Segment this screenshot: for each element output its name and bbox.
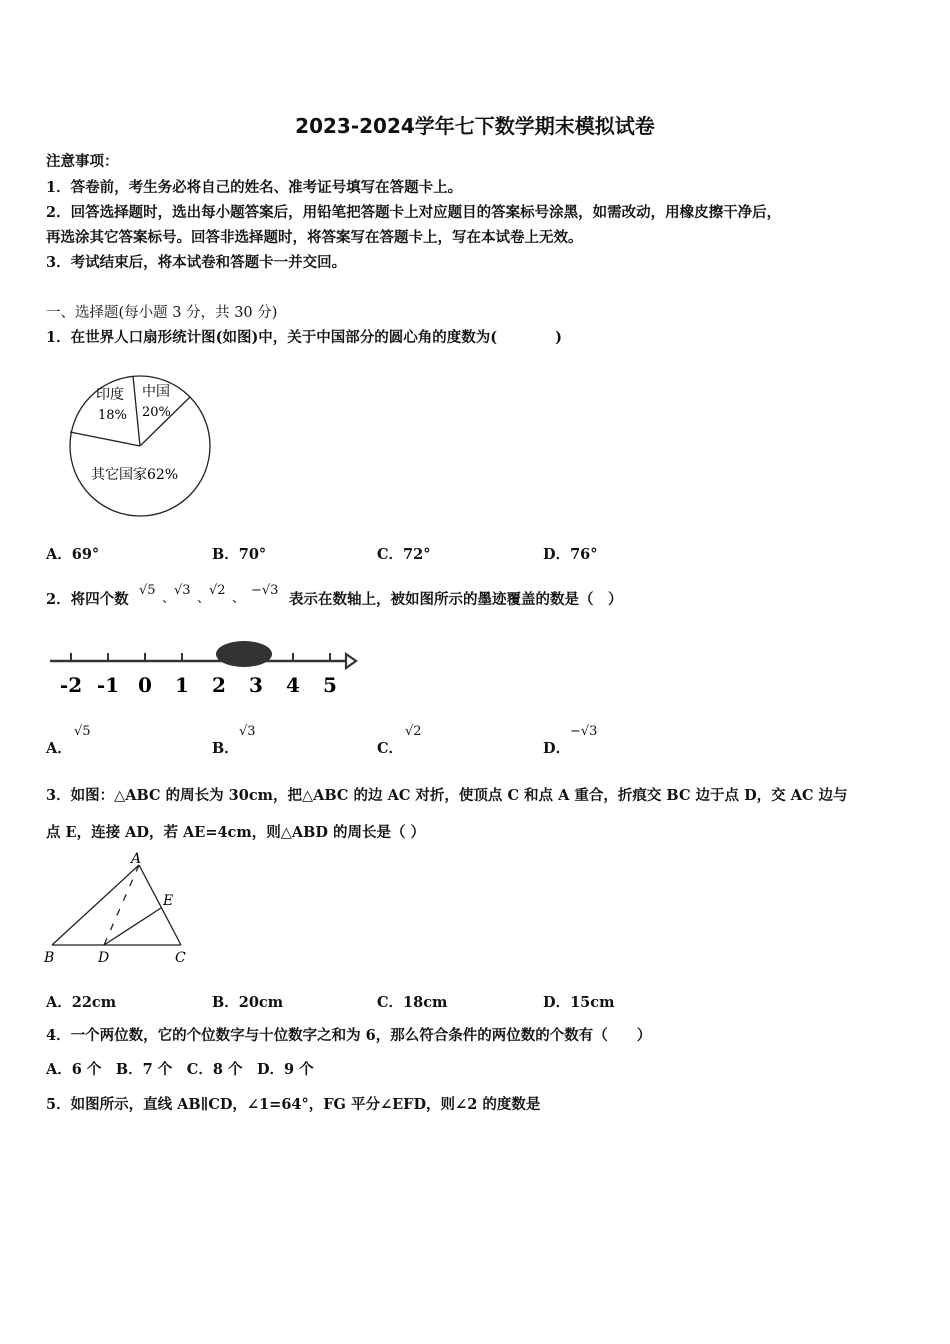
- notice-heading: 注意事项：: [46, 153, 119, 170]
- q1-option-c: C．72°: [377, 546, 431, 563]
- question-2-stem-post: 表示在数轴上，被如图所示的墨迹覆盖的数是（ ）: [289, 591, 623, 608]
- pie-divider-india-others: [70, 432, 140, 446]
- notice-item: 3．考试结束后，将本试卷和答题卡一并交回。: [46, 254, 347, 271]
- pie-value-china: 20%: [142, 405, 171, 420]
- point-label-d: D: [98, 950, 110, 966]
- pie-divider-china-india: [133, 376, 140, 446]
- q2-option-a-value: √5: [74, 724, 91, 739]
- number-line: [46, 636, 362, 698]
- question-3-stem-line2: 点 E，连接 AD，若 AE=4cm，则△ABD 的周长是（ ）: [46, 824, 426, 841]
- q2-option-c-letter: C．: [377, 740, 404, 757]
- tick-label: 5: [323, 673, 337, 697]
- tick-label: -2: [59, 673, 83, 697]
- pie-label-china: 中国: [142, 384, 170, 400]
- question-5-stem: 5．如图所示，直线 AB∥CD，∠1=64°，FG 平分∠EFD，则∠2 的度数是: [46, 1096, 541, 1113]
- triangle-figure: [42, 848, 192, 972]
- q3-option-b: B．20cm: [212, 994, 284, 1011]
- point-label-e: E: [163, 893, 174, 909]
- q1-option-d: D．76°: [543, 546, 598, 563]
- pie-value-india: 18%: [98, 408, 127, 423]
- tick-label: 0: [138, 673, 152, 697]
- q2-option-b-letter: B．: [212, 740, 239, 757]
- q2-separator: 、: [232, 591, 246, 606]
- question-4-stem: 4．一个两位数，它的个位数字与十位数字之和为 6，那么符合条件的两位数的个数有（ ）: [46, 1027, 652, 1044]
- notice-item: 再选涂其它答案标号。回答非选择题时，将答案写在答题卡上，写在本试卷上无效。: [46, 229, 583, 246]
- q2-option-c-value: √2: [405, 724, 422, 739]
- question-1-stem: 1．在世界人口扇形统计图(如图)中，关于中国部分的圆心角的度数为( ): [46, 329, 563, 346]
- segment-ac: [139, 865, 181, 945]
- q2-option-a-letter: A．: [46, 740, 72, 757]
- tick-label: 4: [286, 673, 300, 697]
- tick-label: -1: [96, 673, 120, 697]
- q4-options: A．6 个 B．7 个 C．8 个 D．9 个: [46, 1061, 314, 1078]
- number-line-arrow: [346, 654, 356, 668]
- section-heading: 一、选择题(每小题 3 分，共 30 分): [46, 305, 278, 321]
- q2-number-sqrt2: √2: [209, 583, 226, 598]
- vertex-label-b: B: [44, 950, 55, 966]
- q2-option-d-letter: D．: [543, 740, 571, 757]
- notice-item: 1．答卷前，考生务必将自己的姓名、准考证号填写在答题卡上。: [46, 179, 463, 196]
- q2-option-d-value: −√3: [570, 724, 598, 739]
- vertex-label-a: A: [131, 851, 142, 867]
- q3-option-a: A．22cm: [46, 994, 117, 1011]
- q2-number-sqrt3: √3: [174, 583, 191, 598]
- q2-number-sqrt5: √5: [139, 583, 156, 598]
- q3-option-c: C．18cm: [377, 994, 448, 1011]
- ink-blot: [216, 641, 272, 667]
- tick-label: 2: [212, 673, 226, 697]
- q3-option-d: D．15cm: [543, 994, 615, 1011]
- question-3-stem-line1: 3．如图：△ABC 的周长为 30cm，把△ABC 的边 AC 对折，使顶点 C 和点 A 重合，折痕交 BC 边于点 D，交 AC 边与: [46, 787, 848, 804]
- q2-separator: 、: [197, 591, 211, 606]
- q2-option-b-value: √3: [239, 724, 256, 739]
- q1-option-b: B．70°: [212, 546, 267, 563]
- pie-label-others: 其它国家62%: [91, 467, 179, 483]
- tick-label: 1: [175, 673, 189, 697]
- page-title: 2023-2024学年七下数学期末模拟试卷: [295, 114, 655, 138]
- q1-option-a: A．69°: [46, 546, 100, 563]
- pie-label-india: 印度: [96, 387, 124, 403]
- q2-number-neg-sqrt3: −√3: [251, 583, 279, 598]
- pie-chart: [62, 374, 218, 520]
- vertex-label-c: C: [175, 950, 186, 966]
- tick-label: 3: [249, 673, 263, 697]
- notice-item: 2．回答选择题时，选出每小题答案后，用铅笔把答题卡上对应题目的答案标号涂黑，如需改动，用橡皮擦干净后，: [46, 204, 782, 221]
- segment-ab: [52, 865, 139, 945]
- q2-separator: 、: [162, 591, 176, 606]
- question-2-stem-pre: 2．将四个数: [46, 591, 129, 608]
